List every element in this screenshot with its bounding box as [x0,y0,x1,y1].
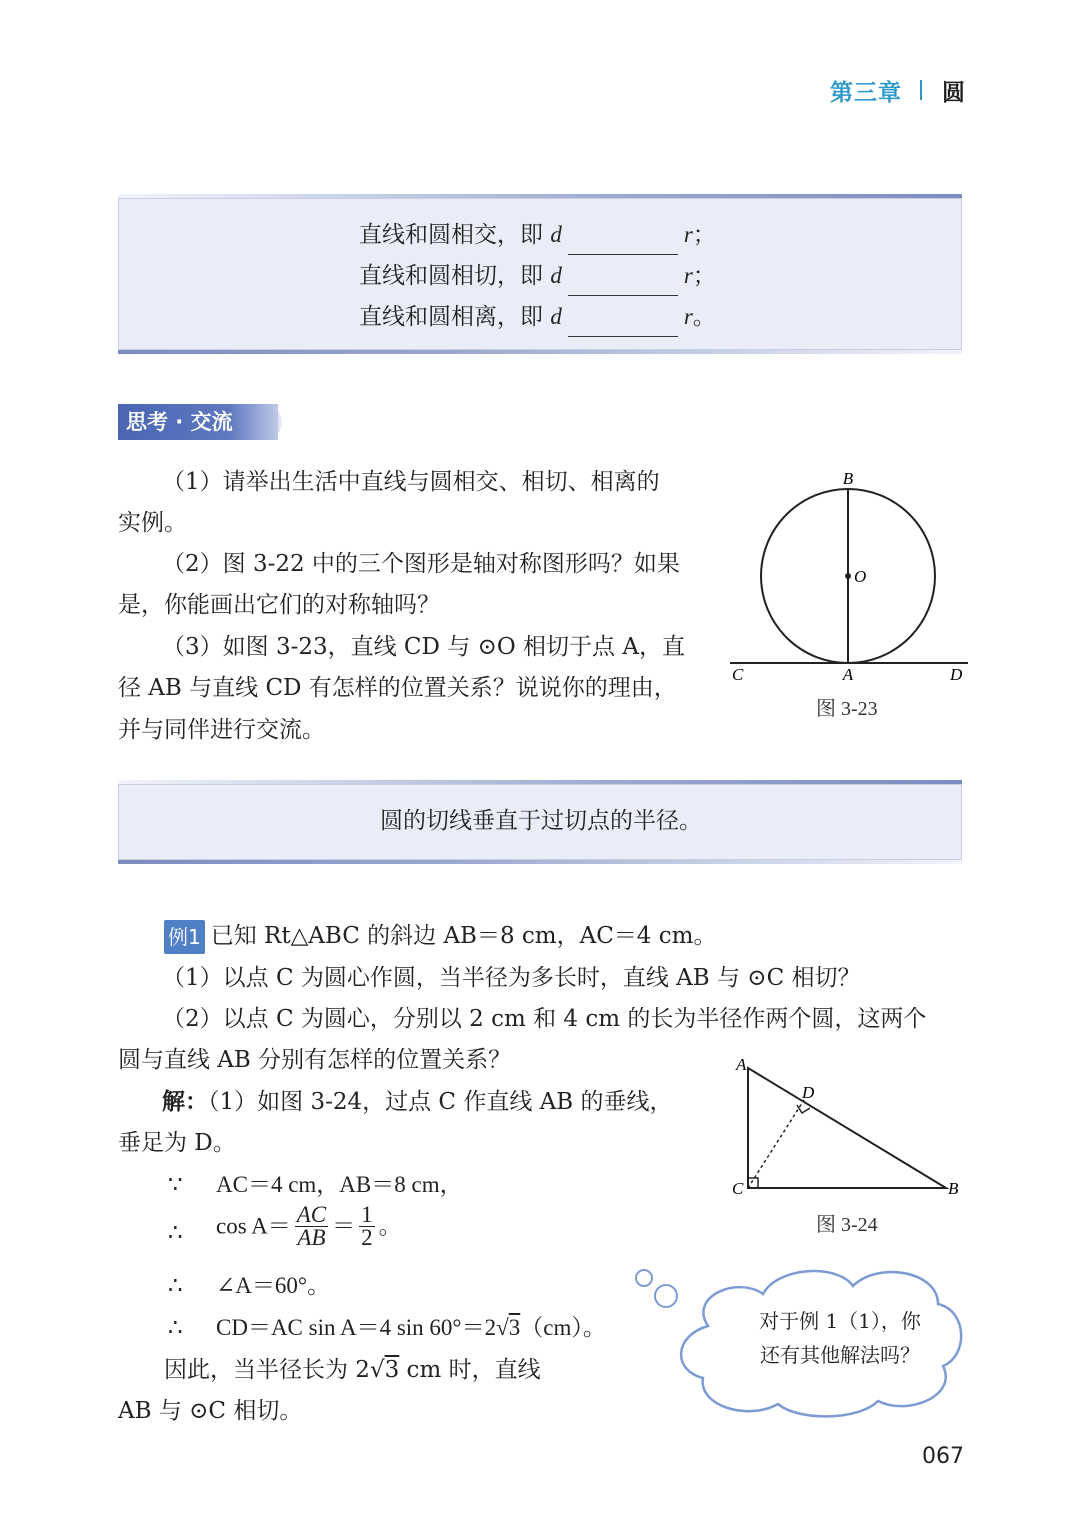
question-2-line-1: （2）图 3-22 中的三个图形是轴对称图形吗？如果 [162,551,680,577]
var-r: r [683,304,693,329]
box-line-1 [359,215,716,255]
fraction-denominator: 2 [361,1225,373,1250]
question-3-line-1: （3）如图 3-23，直线 CD 与 ⊙O 相切于点 A，直 [162,634,685,660]
label-a: A [842,665,854,684]
label-b: B [842,469,854,488]
answer-blank[interactable] [568,269,678,296]
triangle-abc [748,1068,946,1188]
step-therefore-symbol-2: ∴ [168,1273,183,1299]
line-end: 。 [692,304,716,330]
section-label: 思考 · 交流 [118,404,278,440]
answer-blank[interactable] [568,228,678,255]
line-end: ； [692,222,716,248]
step-end: 。 [378,1213,402,1239]
figure-3-23-caption: 图 3-23 [816,698,878,720]
example-heading [164,916,716,956]
label-c: C [732,665,744,684]
chapter-title: 第三章 [830,80,902,106]
step-1: AC＝4 cm，AB＝8 cm， [216,1172,463,1197]
cloud-text-line-2: 还有其他解法吗？ [760,1343,920,1367]
fraction-denominator: AB [297,1225,326,1250]
cd-expression: CD＝AC sin A＝4 sin 60°＝2 [216,1315,497,1340]
question-1-line-2: 实例。 [118,510,187,536]
cos-expression: cos A＝ [216,1213,291,1239]
answer-blank[interactable] [568,310,678,337]
header-separator [920,80,922,100]
var-r: r [683,263,693,288]
question-3-line-3: 并与同伴进行交流。 [118,717,325,743]
fraction-ac-ab [295,1204,328,1249]
label-c: C [732,1179,744,1198]
var-d: d [550,304,562,329]
fraction-numerator: 1 [361,1202,373,1227]
line-end: ； [692,263,716,289]
solution-line-1 [162,1082,672,1122]
conclusion-text-end: cm 时，直线 [399,1357,541,1383]
question-2-line-2: 是，你能画出它们的对称轴吗？ [118,592,440,618]
solution-label: 解： [162,1089,208,1115]
figure-3-23 [726,466,972,686]
example-question-2-line-2: 圆与直线 AB 分别有怎样的位置关系？ [118,1047,512,1073]
box-bottom-bar [118,860,962,864]
sqrt-symbol: √ [496,1315,509,1340]
solution-line-2: 垂足为 D。 [118,1130,236,1156]
label-b: B [948,1179,959,1198]
conclusion-text: 因此，当半径长为 2 [164,1357,370,1383]
theorem-box [118,780,962,864]
example-badge: 例1 [164,920,205,954]
theorem-text: 圆的切线垂直于过切点的半径。 [380,808,702,834]
summary-box [118,194,962,354]
right-angle-d [797,1105,810,1113]
step-therefore-symbol-3: ∴ [168,1315,183,1341]
question-1-line-1: （1）请举出生活中直线与圆相交、相切、相离的 [162,469,660,495]
sqrt-symbol: √ [369,1357,385,1383]
example-question-1: （1）以点 C 为圆心作圆，当半径为多长时，直线 AB 与 ⊙C 相切？ [162,965,861,991]
cloud-bubble-medium [655,1285,677,1307]
step-end: （cm）。 [520,1315,606,1340]
box-line-3 [359,297,716,337]
conclusion-line-2: AB 与 ⊙C 相切。 [118,1398,303,1424]
example-question-2-line-1: （2）以点 C 为圆心，分别以 2 cm 和 4 cm 的长为半径作两个圆，这两个 [162,1006,927,1032]
step-because-symbol: ∵ [168,1172,183,1198]
var-d: d [550,222,562,247]
label-o: O [854,567,867,586]
cloud-text [730,1304,950,1372]
line-text: 直线和圆相交，即 [359,222,551,248]
figure-3-24 [726,1052,972,1202]
example-statement: 已知 Rt△ABC 的斜边 AB＝8 cm，AC＝4 cm。 [210,923,717,949]
center-point [845,573,851,579]
cloud-text-line-1: 对于例 1（1），你 [759,1309,921,1333]
sqrt-radicand: 3 [508,1315,521,1340]
box-bottom-bar [118,350,962,354]
altitude-cd [748,1100,804,1188]
conclusion-line-1 [164,1350,541,1390]
var-d: d [550,263,562,288]
figure-3-24-caption: 图 3-24 [816,1214,878,1236]
solution-text: （1）如图 3-24，过点 C 作直线 AB 的垂线， [208,1089,673,1115]
label-a: A [736,1055,747,1074]
line-text: 直线和圆相切，即 [359,263,551,289]
fraction-numerator: AC [296,1202,327,1227]
page-number: 067 [922,1444,964,1469]
step-4 [216,1308,606,1348]
step-3: ∠A＝60°。 [216,1273,331,1298]
label-d: D [950,665,963,684]
fraction-one-half [359,1204,375,1249]
var-r: r [683,222,693,247]
cloud-bubble-small [636,1270,652,1286]
chapter-subject: 圆 [942,80,965,106]
question-3-line-2: 径 AB 与直线 CD 有怎样的位置关系？说说你的理由， [118,675,677,701]
label-d: D [802,1083,815,1102]
box-line-2 [359,256,716,296]
step-2 [216,1204,402,1260]
sqrt-radicand: 3 [384,1357,400,1383]
equals-sign: ＝ [332,1213,356,1239]
line-text: 直线和圆相离，即 [359,304,551,330]
step-therefore-symbol-1: ∴ [168,1220,183,1246]
